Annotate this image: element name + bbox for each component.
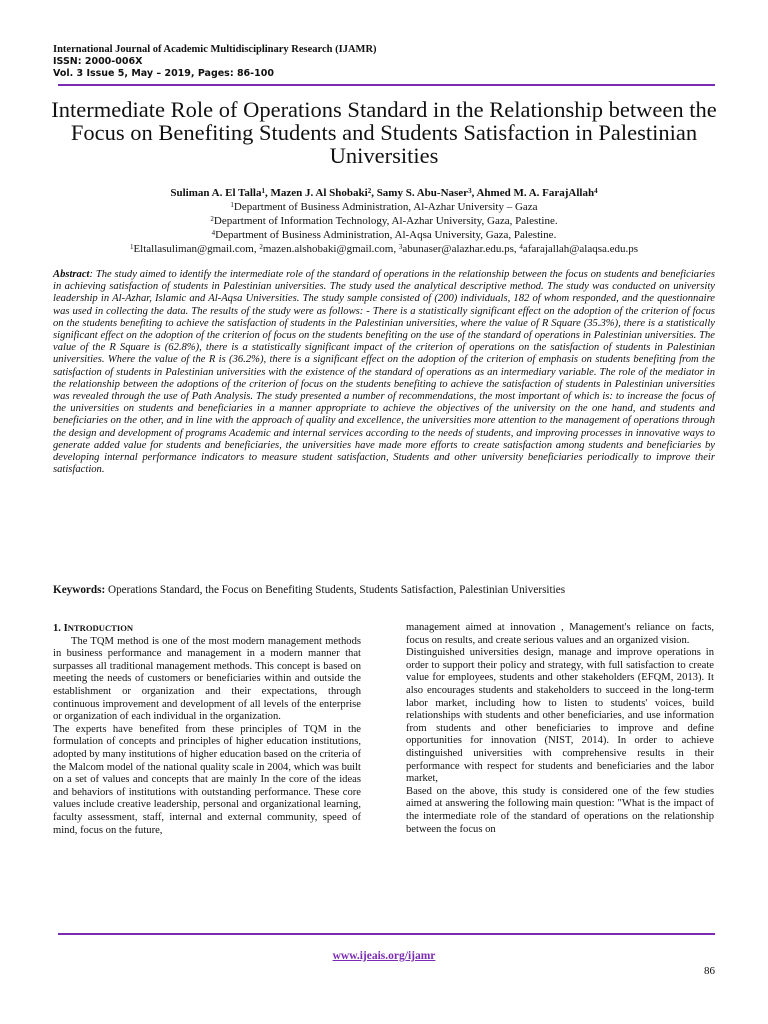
author-name: Ahmed M. A. FarajAllah [476,187,595,199]
keywords [53,583,715,597]
author-name: Mazen J. Al Shobaki [270,187,368,199]
abstract-label: Abstract [53,269,90,280]
left-column [53,622,361,837]
email-address: abunaser@alazhar.edu.ps, [402,243,520,255]
journal-name: International Journal of Academic Multidisciplinary Research (IJAMR) [53,44,377,55]
journal-issn: ISSN: 2000-006X [53,56,143,67]
keywords-label: Keywords: [53,584,106,596]
right-column [406,622,714,836]
section-heading: 1. INTRODUCTION [53,623,134,634]
affiliation-line: $^1$Department of Business Administration, Al-Azhar University – Gaza [230,201,538,213]
author-names: Suliman A. El Talla$^1$, Mazen J. Al Shobaki$^2$, Samy S. Abu-Naser$^3$, Ahmed M. A. FarajAllah$^4$ [170,187,598,199]
paper-title: Intermediate Role of Operations Standard in the Relationship between the Focus on Benefiting Students and Students Satisfaction in Palestinian Universities [51,97,717,168]
email-address: mazen.alshobaki@gmail.com, [262,243,399,255]
body-paragraph: management aimed at innovation , Management's reliance on facts, focus on results, and create serious values and an organized vision. [406,622,714,646]
body-paragraph: Distinguished universities design, manage and improve operations in order to support their policy and strategy, with full satisfaction to create value for employees, students and other stakeholders (EFQM, 2013). It also encourages students and stakeholders to succeed in the long-term labor market, including how to listen to students' voices, build relationships with students and other beneficiaries, and use information from students and other beneficiaries to improve and define opportunities for innovation (NIST, 2014). In order to achieve distinguished universities with comprehensive results in their performance with respect for students and beneficiaries and the labor market, [406,647,714,785]
body-paragraph: The TQM method is one of the most modern management methods in business performance and management in a modern manner that surpasses all traditional management methods. This concept is based on meeting the needs of customers or beneficiaries within and outside the establishment or organization and their expectations, through continuous improvement and development of all levels of the enterprise or organization of each individual in the organization. [53,635,361,723]
author-emails: $^1$Eltallasuliman@gmail.com, $^2$mazen.alshobaki@gmail.com, $^3$abunaser@alazhar.edu.ps, $^4$afarajallah@alaqsa.edu.ps [129,243,639,255]
author-name: Suliman A. El Talla [170,187,262,199]
abstract [53,269,715,476]
abstract-text: : The study aimed to identify the intermediate role of the standard of operations in the relationship between the focus on students and beneficiaries in achieving satisfaction of students in Palestinian universities. The study used the analytical descriptive method. The study was conducted on university leadership in Al-Azhar, Islamic and Al-Aqsa Universities. The study sample consisted of (200) individuals, 182 of whom responded, and the questionnaire was used in collecting the data. The results of the study were as follows: - There is a statistically significant effect on the adoption of the criterion of focus on the students benefiting to achieve the satisfaction of students in the Palestinian universities, where the value of R Square (35.3%), there is a statistically significant effect on the adoption of the criterion of focus on the students benefiting on the use of the standard of operations in Palestinian universities. The value of the R Square is (62.8%), there is a statistically significant impact of the criterion of operations on the satisfaction of students in Palestinian universities. Where the value of the R is (36.2%), there is a significant effect on the adoption of the criterion of emphasis on students benefiting from the satisfaction of students in Palestinian universities with the existence of the standard of operations as an intermediary variable. The role of the mediator in the relationship between the adoptions of the criterion of focus on the students benefiting to achieve the satisfaction of students in Palestinian universities was revealed through the use of Path Analysis. The study presented a number of recommendations, the most important of which is: to increase the focus of the universities on students and beneficiaries in a manner appropriate to achieve the objectives of the university on the one hand, and students and beneficiaries on the other, and in line with the approach of quality and excellence, the universities more attention to the management of operations through the design and development of programs Academic and internal services according to the needs of students, and improving processes in innovative ways to generate added value for students and beneficiaries, the universities have made more efforts to create satisfaction among students and beneficiaries by developing internal performance indicators to measure student satisfaction, Students and other university beneficiaries periodically to improve their satisfaction. [53,269,715,476]
footer-rule [58,933,715,935]
body-paragraph: The experts have benefited from these principles of TQM in the formulation of concepts and principles of higher education institutions, adopted by many institutions of higher education based on the criteria of the Malcom model of the national quality scale in 2004, which was built on a set of values and concepts that are mainly In the core of the ideas and behaviors of institutions with outstanding performance. These core values include creative leadership, personal and organizational learning, faculty assessment, staff, internal and external community, speed of mind, focus on the future, [53,723,361,836]
body-paragraph: Based on the above, this study is considered one of the few studies aimed at answering the following main question: "What is the impact of the intermediate role of the standard of operations on the relationship between the focus on [406,785,714,835]
affiliation-line: $^2$Department of Information Technology, Al-Azhar University, Gaza, Palestine. [210,215,558,227]
page-number: 86 [704,965,715,977]
author-affiliation-marker: 4 [594,187,598,195]
author-affiliation-marker: 1 [261,187,265,195]
journal-website-link[interactable]: www.ijeais.org/ijamr [332,950,436,962]
affiliation-line: $^4$Department of Business Administration, Al-Aqsa University, Gaza, Palestine. [211,229,557,241]
authors-block [40,186,728,256]
author-affiliation-marker: 2 [367,187,372,195]
journal-volume: Vol. 3 Issue 5, May – 2019, Pages: 86-100 [53,68,274,79]
author-affiliation-marker: 3 [468,187,472,195]
email-address: Eltallasuliman@gmail.com, [133,243,260,255]
author-name: Samy S. Abu-Naser [376,187,469,199]
keywords-text: Operations Standard, the Focus on Benefiting Students, Students Satisfaction, Palestinian Universities [105,584,566,596]
journal-header [53,44,713,80]
email-address: afarajallah@alaqsa.edu.ps [522,243,639,255]
header-rule [58,84,715,86]
